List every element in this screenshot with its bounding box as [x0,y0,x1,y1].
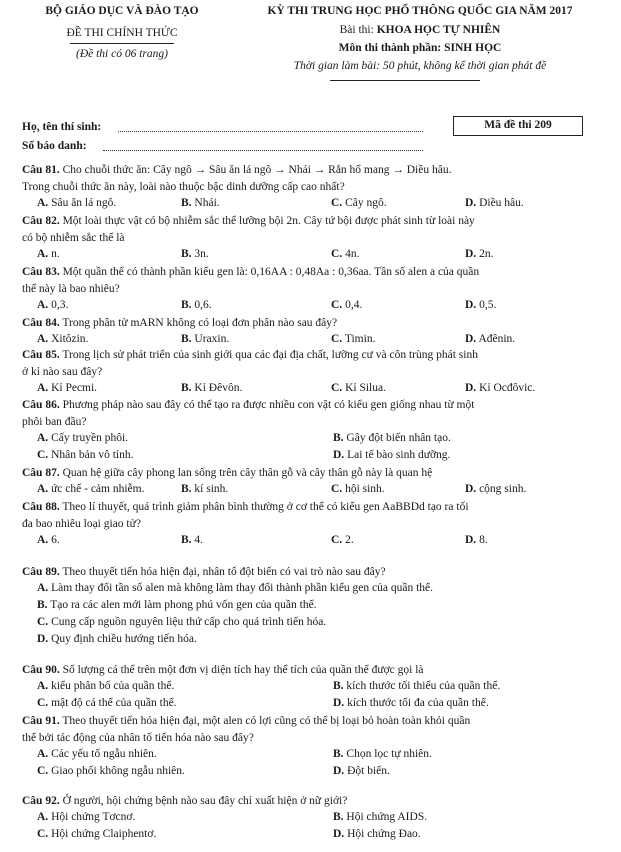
option-text: 3n. [194,248,209,260]
option-letter: A. [37,248,49,260]
option-text: Sâu ăn lá ngô. [51,197,117,209]
answer-option[interactable] [181,534,203,546]
question-text: Câu 82. Một loài thực vật có bộ nhiễm sắc thể lưỡng bội 2n. Cây tứ bội được phát sinh từ loài này [22,215,475,227]
option-text: Chọn lọc tự nhiên. [346,748,432,760]
candidate-number-field[interactable] [103,150,423,151]
answer-option[interactable] [37,534,60,546]
option-text: Quy định chiều hướng tiến hóa. [51,633,197,645]
question-text: Câu 91. Theo thuyết tiến hóa hiện đại, một alen có lợi cũng có thể bị loại bỏ hoàn toàn khỏi quần [22,715,471,727]
option-text: Lai tế bào sinh dưỡng. [347,449,451,461]
answer-option[interactable] [37,633,197,645]
exam-title: KỲ THI TRUNG HỌC PHỔ THÔNG QUỐC GIA NĂM 2017 [267,5,573,17]
option-letter: D. [333,697,345,709]
option-text: ức chế - cảm nhiễm. [51,483,145,495]
question-text: Câu 85. Trong lịch sử phát triển của sinh giới qua các đại địa chất, lưỡng cư và côn trùng phát sinh [22,349,478,361]
answer-option[interactable] [333,697,489,709]
answer-option[interactable] [181,248,209,260]
option-letter: A. [37,534,49,546]
question-number: Câu 89. [22,566,60,578]
question-number: Câu 83. [22,266,60,278]
option-text: Kỉ Pecmi. [51,382,98,394]
option-text: cộng sinh. [479,483,527,495]
option-text: 4. [194,534,204,546]
option-text: 0,6. [194,299,212,311]
option-letter: C. [331,197,343,209]
option-letter: C. [331,534,343,546]
question-text: Câu 81. Cho chuỗi thức ăn: Cây ngô → Sâu ăn lá ngô → Nhái → Rắn hổ mang → Diều hâu. [22,164,452,176]
divider [70,43,174,44]
option-letter: D. [333,828,345,840]
option-text: kiểu phân bố của quần thể. [51,680,175,692]
question-text: Câu 92. Ở người, hội chứng bệnh nào sau đây chỉ xuất hiện ở nữ giới? [22,795,348,807]
option-letter: A. [37,299,49,311]
option-letter: C. [37,765,49,777]
option-text: Tạo ra các alen mới làm phong phú vốn gen của quần thể. [50,599,317,611]
option-text: Timin. [344,333,376,345]
option-text: kích thước tối thiểu của quần thể. [346,680,501,692]
answer-option[interactable] [37,616,326,628]
question-text: Câu 88. Theo lí thuyết, quá trình giảm phân bình thường ở cơ thể có kiểu gen AaBBDd tạo ra tối [22,501,469,513]
answer-option[interactable] [465,197,524,209]
option-letter: C. [331,299,343,311]
option-letter: D. [465,299,477,311]
answer-option[interactable] [465,382,535,394]
question-text: thể bởi tác động của nhân tố tiến hóa nào sau đây? [22,732,254,744]
question-text: Câu 86. Phương pháp nào sau đây có thể tạo ra được nhiều con vật có kiểu gen giống nhau từ một [22,399,475,411]
candidate-name-field[interactable] [118,131,423,132]
answer-option[interactable] [37,483,144,495]
answer-option[interactable] [331,534,354,546]
question-number: Câu 81. [22,164,60,176]
answer-option[interactable] [333,828,421,840]
option-letter: A. [37,382,49,394]
option-text: Kỉ Đêvôn. [194,382,243,394]
option-letter: A. [37,333,49,345]
option-letter: D. [465,248,477,260]
option-letter: A. [37,483,49,495]
question-text: phôi ban đầu? [22,416,87,428]
exam-code: Mã đề thi 209 [484,119,552,131]
option-letter: D. [465,483,477,495]
answer-option[interactable] [465,299,496,311]
option-letter: A. [37,811,49,823]
question-number: Câu 84. [22,317,60,329]
option-letter: D. [465,333,477,345]
option-letter: C. [331,248,343,260]
option-letter: C. [331,483,343,495]
option-text: Các yếu tố ngẫu nhiên. [51,748,157,760]
option-text: Hội chứng Đao. [347,828,421,840]
answer-option[interactable] [181,382,242,394]
option-text: Đột biến. [347,765,390,777]
question-number: Câu 88. [22,501,60,513]
option-letter: C. [37,828,49,840]
answer-option[interactable] [331,248,359,260]
question-number: Câu 85. [22,349,60,361]
option-letter: B. [333,811,344,823]
question-text: Câu 84. Trong phân tử mARN không có loại đơn phân nào sau đây? [22,317,338,329]
option-letter: B. [181,534,192,546]
option-letter: B. [181,382,192,394]
option-letter: C. [331,382,343,394]
answer-option[interactable] [333,432,451,444]
answer-option[interactable] [181,299,212,311]
answer-option[interactable] [37,382,97,394]
option-letter: B. [181,248,192,260]
option-letter: B. [181,333,192,345]
candidate-name-label: Họ, tên thí sinh: [22,121,102,133]
option-text: Gây đột biến nhân tạo. [346,432,451,444]
answer-option[interactable] [181,197,220,209]
question-text: Trong chuỗi thức ăn này, loài nào thuộc bậc dinh dưỡng cấp cao nhất? [22,181,345,193]
answer-option[interactable] [37,248,60,260]
option-letter: D. [465,197,477,209]
question-text: đa bao nhiêu loại giao tử? [22,518,141,530]
option-letter: A. [37,197,49,209]
answer-option[interactable] [465,333,515,345]
answer-option[interactable] [37,299,68,311]
option-text: Diều hâu. [479,197,524,209]
option-letter: A. [37,582,49,594]
answer-option[interactable] [37,449,133,461]
answer-option[interactable] [333,449,450,461]
option-text: 2n. [479,248,494,260]
option-text: hội sinh. [345,483,385,495]
option-text: Cấy truyền phôi. [51,432,129,444]
answer-option[interactable] [465,534,488,546]
answer-option[interactable] [37,197,116,209]
option-text: 0,3. [51,299,69,311]
ministry-name: BỘ GIÁO DỤC VÀ ĐÀO TẠO [45,5,199,17]
answer-option[interactable] [331,382,386,394]
answer-option[interactable] [333,748,432,760]
option-text: 2. [345,534,354,546]
option-text: Ađênin. [478,333,516,345]
option-text: kích thước tối đa của quần thể. [347,697,489,709]
option-text: Nhân bản vô tính. [51,449,134,461]
option-letter: B. [333,680,344,692]
option-text: Uraxin. [194,333,230,345]
option-letter: B. [37,599,48,611]
answer-option[interactable] [465,483,526,495]
option-letter: C. [37,697,49,709]
option-text: kí sinh. [194,483,229,495]
question-number: Câu 90. [22,664,60,676]
page-count: (Đề thi có 06 trang) [76,48,168,60]
option-letter: A. [37,748,49,760]
option-letter: D. [333,449,345,461]
option-text: 8. [479,534,488,546]
question-number: Câu 91. [22,715,60,727]
option-letter: C. [37,616,49,628]
option-letter: D. [37,633,49,645]
answer-option[interactable] [331,197,387,209]
option-text: Kỉ Silua. [345,382,386,394]
option-text: Xitôzin. [51,333,89,345]
option-letter: C. [37,449,49,461]
option-text: Cung cấp nguồn nguyên liệu thứ cấp cho quá trình tiến hóa. [51,616,327,628]
option-letter: C. [331,333,343,345]
answer-option[interactable] [331,483,385,495]
option-letter: D. [465,382,477,394]
exam-type: ĐỀ THI CHÍNH THỨC [66,27,178,39]
option-text: Hội chứng Tơcnơ. [51,811,136,823]
option-text: Nhái. [194,197,220,209]
option-text: Giao phối không ngẫu nhiên. [51,765,185,777]
answer-option[interactable] [37,680,174,692]
question-number: Câu 82. [22,215,60,227]
answer-option[interactable] [465,248,493,260]
option-text: Kỉ Ocđôvic. [479,382,536,394]
option-text: mật độ cá thể của quần thể. [51,697,177,709]
question-text: Câu 89. Theo thuyết tiến hóa hiện đại, nhân tố đột biến có vai trò nào sau đây? [22,566,386,578]
exam-time: Thời gian làm bài: 50 phút, không kể thời gian phát đề [293,60,547,72]
option-letter: A. [37,432,49,444]
answer-option[interactable] [37,828,156,840]
divider [330,80,480,81]
exam-name: Bài thi: KHOA HỌC TỰ NHIÊN [339,24,501,36]
answer-option[interactable] [37,811,135,823]
answer-option[interactable] [37,432,128,444]
option-text: Cây ngô. [345,197,387,209]
subject: Môn thi thành phần: SINH HỌC [338,42,502,54]
option-text: Làm thay đổi tần số alen mà không làm thay đổi thành phần kiểu gen của quần thể. [51,582,434,594]
option-letter: B. [181,483,192,495]
option-text: Hội chứng Claiphentơ. [51,828,157,840]
answer-option[interactable] [331,299,362,311]
answer-option[interactable] [37,697,177,709]
question-text: Câu 90. Số lượng cá thể trên một đơn vị diện tích hay thể tích của quần thể được gọi là [22,664,424,676]
option-text: n. [51,248,60,260]
option-text: 6. [51,534,60,546]
option-letter: B. [333,432,344,444]
question-text: thể này là bao nhiêu? [22,283,120,295]
option-letter: B. [333,748,344,760]
answer-option[interactable] [37,333,88,345]
question-text: Câu 87. Quan hệ giữa cây phong lan sống trên cây thân gỗ và cây thân gỗ này là quan hệ [22,467,433,479]
answer-option[interactable] [37,582,433,594]
answer-option[interactable] [331,333,375,345]
option-letter: D. [465,534,477,546]
answer-option[interactable] [37,599,317,611]
answer-option[interactable] [37,765,185,777]
answer-option[interactable] [181,483,228,495]
answer-option[interactable] [37,748,157,760]
option-text: 0,4. [345,299,363,311]
option-text: Hội chứng AIDS. [346,811,428,823]
answer-option[interactable] [333,680,500,692]
question-number: Câu 87. [22,467,60,479]
option-letter: B. [181,197,192,209]
question-text: ở kỉ nào sau đây? [22,366,103,378]
option-letter: D. [333,765,345,777]
answer-option[interactable] [333,811,427,823]
answer-option[interactable] [333,765,390,777]
question-text: Câu 83. Một quần thể có thành phần kiểu gen là: 0,16AA : 0,48Aa : 0,36aa. Tần số alen a của quần [22,266,480,278]
option-letter: B. [181,299,192,311]
question-number: Câu 86. [22,399,60,411]
answer-option[interactable] [181,333,229,345]
option-text: 0,5. [479,299,497,311]
question-number: Câu 92. [22,795,60,807]
question-text: có bộ nhiễm sắc thể là [22,232,125,244]
option-text: 4n. [345,248,360,260]
option-letter: A. [37,680,49,692]
candidate-number-label: Số báo danh: [22,140,87,152]
